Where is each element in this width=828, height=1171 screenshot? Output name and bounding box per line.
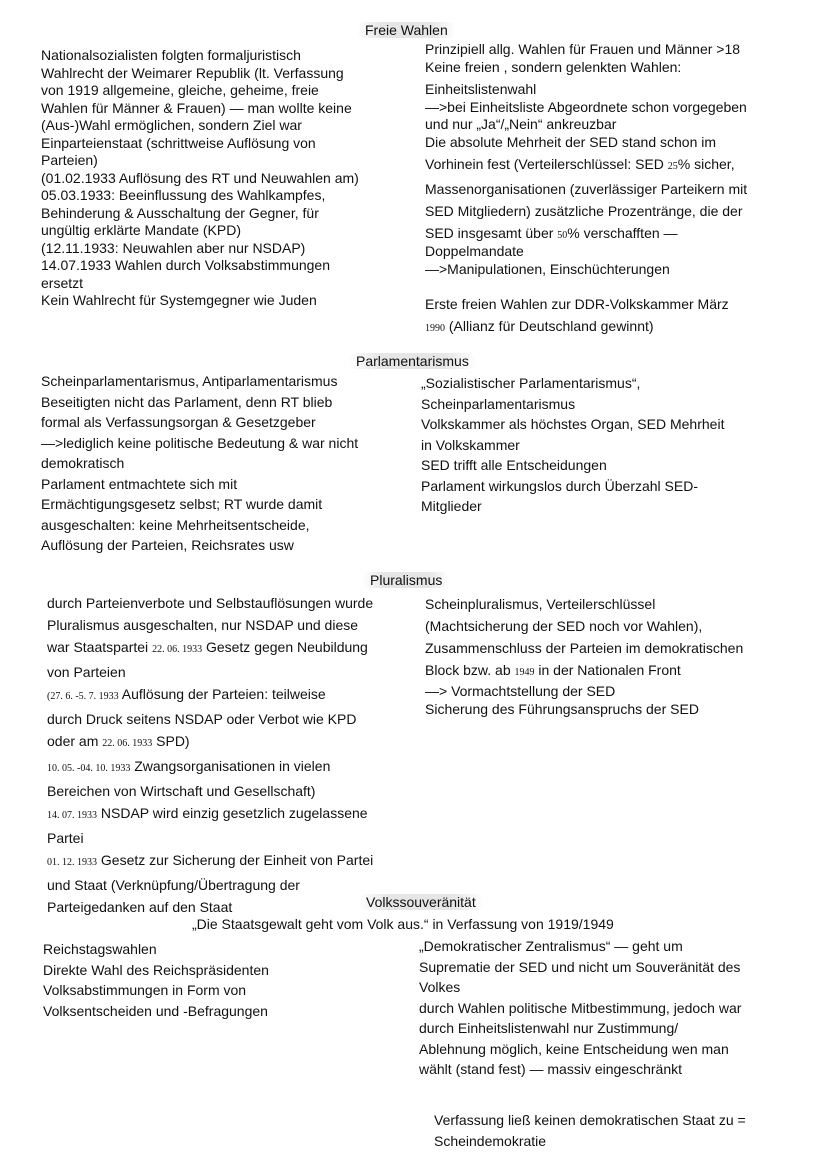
text-line: Volksabstimmungen in Form von	[43, 982, 247, 998]
text-line: Erste freien Wahlen zur DDR-Volkskammer März	[425, 296, 729, 312]
text-line: Sicherung des Führungsanspruchs der SED	[425, 700, 699, 717]
section-heading-parlamentarismus: Parlamentarismus	[348, 353, 477, 369]
text-line: Direkte Wahl des Reichspräsidenten	[43, 961, 269, 978]
text-line: Die absolute Mehrheit der SED stand schon im	[425, 133, 717, 150]
text-line: und nur „Ja“/„Nein“ ankreuzbar	[425, 116, 617, 132]
text-line: Partei	[47, 830, 84, 846]
text-line: in Volkskammer	[421, 436, 520, 453]
text-line: „Demokratischer Zentralismus“ — geht um	[419, 938, 683, 954]
text-line: Bereichen von Wirtschaft und Gesellschaft)	[47, 783, 316, 799]
section-heading-freie-wahlen: Freie Wahlen	[357, 22, 456, 38]
conclusion-note	[434, 1110, 746, 1151]
text-line: Suprematie der SED und nicht um Souveränität des	[419, 958, 741, 975]
text-line: (27. 6. -5. 7. 1933 Auflösung der Parteien: teilweise	[47, 686, 326, 702]
text-line: —>bei Einheitsliste Abgeordnete schon vorgegeben	[425, 98, 747, 115]
text-line: Keine freien , sondern gelenkten Wahlen:	[425, 58, 682, 75]
pluralismus-ns-column	[47, 592, 373, 918]
text-line: (01.02.1933 Auflösung des RT und Neuwahlen am)	[41, 169, 359, 186]
text-line: 01. 12. 1933 Gesetz zur Sicherung der Einheit von Partei	[47, 852, 374, 868]
parlamentarismus-ddr-column	[421, 373, 724, 517]
text-line: Scheindemokratie	[434, 1132, 547, 1149]
freie-wahlen-ddr-verteilerschluessel	[425, 153, 747, 247]
text-line: Volkes	[419, 979, 461, 995]
text-line: Doppelmandate	[425, 243, 524, 259]
text-line: Beseitigten nicht das Parlament, denn RT blieb	[41, 393, 333, 410]
text-line: —>lediglich keine politische Bedeutung & war nicht	[41, 434, 359, 451]
text-line: oder am 22. 06. 1933 SPD)	[47, 733, 190, 749]
volkssouveraenitaet-weimar-column	[43, 939, 269, 1021]
text-line: Nationalsozialisten folgten formaljuristisch	[41, 47, 301, 63]
text-line: —> Vormachtstellung der SED	[425, 683, 616, 699]
text-line: Scheinparlamentarismus, Antiparlamentarismus	[41, 373, 338, 389]
text-line: formal als Verfassungsorgan & Gesetzgeber	[41, 414, 316, 430]
section-heading-volkssouveraenitaet: Volkssouveränität	[358, 894, 484, 910]
text-line: Vorhinein fest (Verteilerschlüssel: SED 25% sicher,	[425, 156, 735, 172]
text-line: Auflösung der Parteien, Reichsrates usw	[41, 537, 294, 553]
text-line: 05.03.1933: Beeinflussung des Wahlkampfes,	[41, 187, 326, 203]
text-line: durch Wahlen politische Mitbestimmung, jedoch war	[419, 999, 742, 1016]
freie-wahlen-ddr-manipulation	[425, 243, 670, 278]
text-line: Ablehnung möglich, keine Entscheidung wen man	[419, 1040, 729, 1057]
text-line: von 1919 allgemeine, gleiche, geheime, freie	[41, 82, 319, 98]
text-line: Zusammenschluss der Parteien im demokratischen	[425, 640, 744, 656]
text-line: Wahlen für Männer & Frauen) — man wollte keine	[41, 99, 352, 116]
text-line: „Sozialistischer Parlamentarismus“,	[421, 375, 641, 391]
text-line: Massenorganisationen (zuverlässiger Parteikern mit	[425, 181, 748, 197]
text-line: durch Einheitslistenwahl nur Zustimmung/	[419, 1020, 679, 1036]
text-line: Ermächtigungsgesetz selbst; RT wurde damit	[41, 496, 323, 512]
constitution-quote	[192, 915, 614, 933]
text-line: Parteigedanken auf den Staat	[47, 899, 233, 915]
text-line: Behinderung & Ausschaltung der Gegner, für	[41, 204, 319, 221]
freie-wahlen-ddr-top	[425, 41, 740, 76]
pluralismus-ddr-column-end	[425, 683, 699, 718]
text-line: 10. 05. -04. 10. 1933 Zwangsorganisationen in vielen	[47, 758, 331, 774]
text-line: 1990 (Allianz für Deutschland gewinnt)	[425, 318, 654, 334]
text-line: Verfassung ließ keinen demokratischen Staat zu =	[434, 1112, 746, 1128]
text-line: durch Druck seitens NSDAP oder Verbot wie KPD	[47, 711, 357, 727]
parlamentarismus-ns-column	[41, 371, 358, 556]
volkssouveraenitaet-ddr-column	[419, 936, 741, 1080]
text-line: Reichstagswahlen	[43, 941, 157, 957]
text-line: 14.07.1933 Wahlen durch Volksabstimmungen	[41, 257, 330, 273]
text-line: 14. 07. 1933 NSDAP wird einzig gesetzlich zugelassene	[47, 805, 368, 821]
text-line: durch Parteienverbote und Selbstauflösungen wurde	[47, 595, 374, 611]
text-line: —>Manipulationen, Einschüchterungen	[425, 260, 670, 277]
text-line: war Staatspartei 22. 06. 1933 Gesetz gegen Neubildung	[47, 639, 368, 655]
text-line: Volkskammer als höchstes Organ, SED Mehrheit	[421, 416, 725, 432]
text-line: Einheitslistenwahl	[425, 81, 537, 97]
text-line: Parteien)	[41, 152, 98, 168]
text-line: SED insgesamt über 50% verschafften —	[425, 225, 678, 241]
text-line: wählt (stand fest) — massiv eingeschränkt	[419, 1061, 682, 1077]
text-line: „Die Staatsgewalt geht vom Volk aus.“ in Verfassung von 1919/1949	[192, 916, 614, 932]
text-line: Scheinpluralismus, Verteilerschlüssel	[425, 596, 656, 612]
text-line: Block bzw. ab 1949 in der Nationalen Front	[425, 662, 681, 678]
text-line: Parlament entmachtete sich mit	[41, 475, 238, 492]
text-line: Wahlrecht der Weimarer Republik (lt. Verfassung	[41, 64, 344, 81]
text-line: ersetzt	[41, 274, 84, 291]
text-line: (12.11.1933: Neuwahlen aber nur NSDAP)	[41, 239, 306, 256]
text-line: ungültig erklärte Mandate (KPD)	[41, 222, 241, 238]
text-line: und Staat (Verknüpfung/Übertragung der	[47, 877, 300, 893]
text-line: (Aus-)Wahl ermöglichen, sondern Ziel war	[41, 117, 302, 133]
text-line: Kein Wahlrecht für Systemgegner wie Juden	[41, 292, 317, 308]
text-line: Mitglieder	[421, 498, 482, 514]
text-line: Scheinparlamentarismus	[421, 395, 576, 412]
text-line: Einparteienstaat (schrittweise Auflösung von	[41, 134, 316, 151]
text-line: Prinzipiell allg. Wahlen für Frauen und Männer >18	[425, 41, 741, 57]
text-line: demokratisch	[41, 455, 125, 471]
text-line: SED trifft alle Entscheidungen	[421, 457, 607, 473]
text-line: Parlament wirkungslos durch Überzahl SED-	[421, 477, 698, 494]
text-line: von Parteien	[47, 664, 126, 680]
text-line: ausgeschalten: keine Mehrheitsentscheide,	[41, 516, 310, 533]
text-line: (Machtsicherung der SED noch vor Wahlen),	[425, 618, 703, 634]
pluralismus-ddr-column	[425, 593, 743, 684]
section-heading-pluralismus: Pluralismus	[362, 572, 450, 588]
freie-wahlen-ddr-einheitsliste	[425, 81, 747, 151]
freie-wahlen-ddr-1990	[425, 293, 729, 340]
freie-wahlen-ns-column	[41, 47, 359, 310]
text-line: SED Mitgliedern) zusätzliche Prozentränge, die der	[425, 203, 743, 219]
text-line: Pluralismus ausgeschalten, nur NSDAP und diese	[47, 617, 359, 633]
text-line: Volksentscheiden und -Befragungen	[43, 1002, 268, 1019]
